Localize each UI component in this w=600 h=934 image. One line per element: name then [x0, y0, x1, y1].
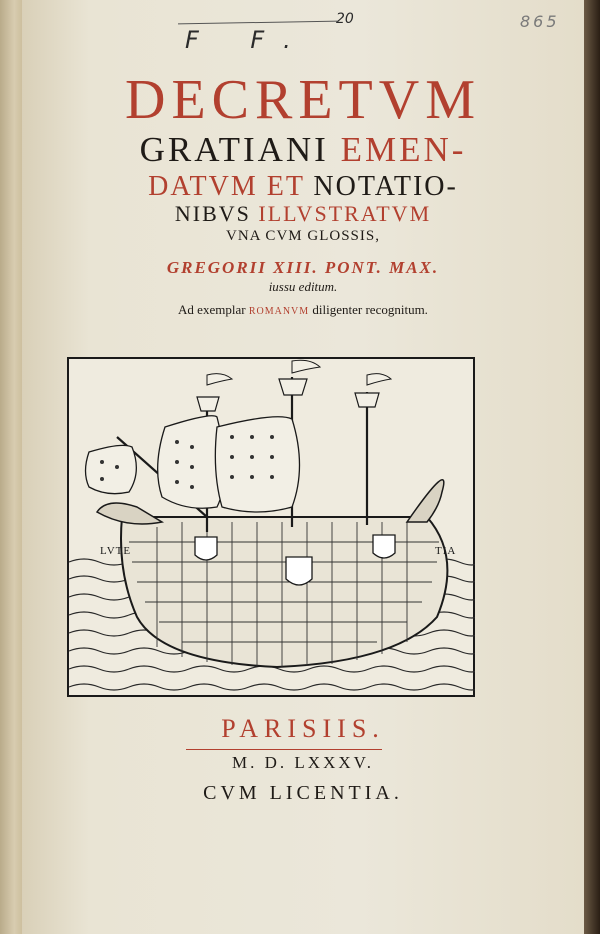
title-line-4 — [22, 202, 584, 226]
imprint-place: PARISIIS. — [221, 714, 385, 743]
woodcut-label-left: LVTE — [100, 545, 132, 557]
title-line-5: VNA CVM GLOSSIS, — [226, 228, 380, 244]
title-line-1: DECRETVM — [125, 69, 481, 131]
woodcut-label-right: TIA — [435, 545, 457, 557]
manuscript-shelfmark: F F. — [185, 26, 313, 54]
title-line-3-black: NOTATIO- — [313, 171, 458, 202]
title-line-3-red: DATVM ET — [148, 171, 314, 202]
title-line-3 — [22, 172, 584, 202]
recognitum-prefix: Ad exemplar — [178, 302, 249, 317]
title-line-2-black: GRATIANI — [139, 130, 341, 169]
ship-woodcut — [67, 357, 475, 697]
pope-line: GREGORII XIII. PONT. MAX. — [166, 258, 440, 277]
title-line-2-red: EMEN- — [340, 130, 467, 169]
manuscript-number: 20 — [336, 11, 354, 27]
title-line-2 — [22, 131, 584, 169]
recognitum-line — [22, 302, 584, 320]
manuscript-corner-number: 865 — [520, 12, 560, 31]
title-line-4-black: NIBVS — [174, 201, 259, 226]
page-edge — [584, 0, 600, 934]
imprint-rule — [186, 749, 382, 750]
recognitum-suffix: diligenter recognitum. — [309, 302, 428, 317]
romanvm-word: ROMANVM — [248, 306, 310, 317]
iussu-line: iussu editum. — [268, 279, 338, 294]
title-line-4-red: ILLVSTRATVM — [258, 201, 432, 226]
imprint-license: CVM LICENTIA. — [203, 782, 403, 804]
imprint-year: M. D. LXXXV. — [232, 753, 374, 772]
